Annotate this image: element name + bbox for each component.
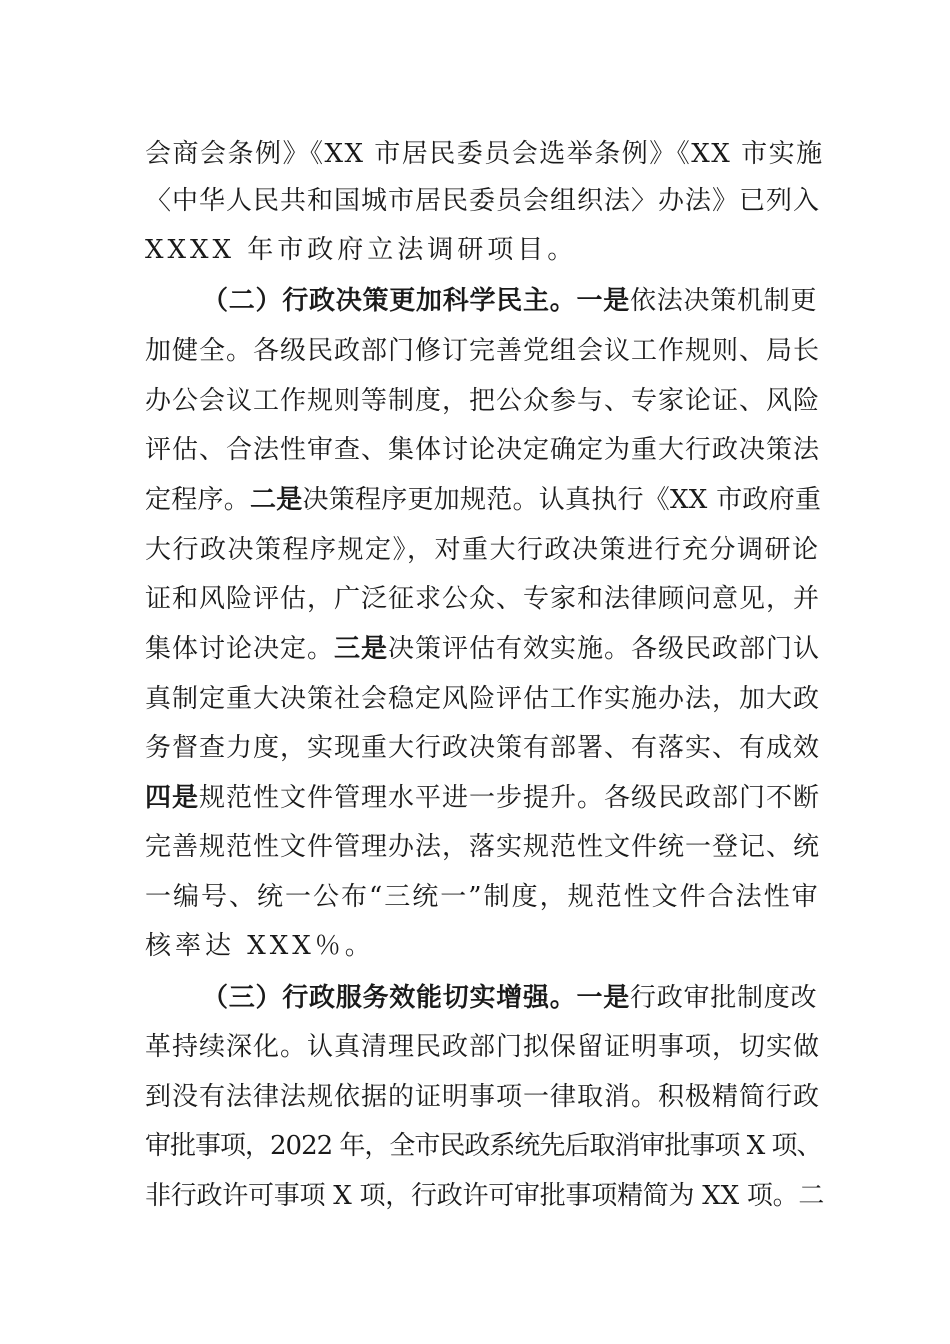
text-run: 审批事项，2022 年，全市民政系统先后取消审批事项 X 项、	[145, 1131, 822, 1161]
text-run: 决策评估有效实施。各级民政部门认	[388, 634, 821, 664]
section-heading: （三）行政服务效能切实增强。	[202, 983, 577, 1013]
text-run: 革持续深化。认真清理民政部门拟保留证明事项，切实做	[145, 1032, 821, 1062]
text-run: 会商会条例》《XX 市居民委员会选举条例》《XX 市实施	[145, 139, 824, 169]
text-line	[145, 181, 825, 221]
text-line	[145, 230, 825, 270]
text-run: 非行政许可事项 X 项，行政许可审批事项精简为 XX 项。二	[145, 1181, 825, 1211]
text-line	[145, 827, 825, 867]
section-heading-line	[202, 281, 822, 321]
item-marker: 一是	[576, 983, 631, 1013]
text-line	[145, 1077, 825, 1117]
text-line	[145, 430, 825, 470]
text-line	[145, 530, 825, 570]
text-run: 到没有法律法规依据的证明事项一律取消。积极精简行政	[145, 1082, 821, 1112]
text-run: 真制定重大决策社会稳定风险评估工作实施办法，加大政	[145, 684, 821, 714]
text-run: 定程序。	[145, 485, 251, 515]
section-heading: （二）行政决策更加科学民主。	[202, 286, 577, 316]
text-run: 完善规范性文件管理办法，落实规范性文件统一登记、统	[145, 832, 821, 862]
text-line	[145, 1176, 825, 1216]
text-run: 行政审批制度改	[630, 983, 818, 1013]
text-run: 一编号、统一公布“三统一”制度，规范性文件合法性审	[145, 882, 820, 912]
text-line	[145, 778, 825, 818]
text-line	[145, 1126, 825, 1166]
text-run: 决策程序更加规范。认真执行《XX 市政府重	[302, 485, 822, 515]
item-marker: 二是	[250, 485, 303, 515]
text-line	[145, 728, 825, 768]
text-line	[145, 579, 825, 619]
text-run: 集体讨论决定。	[145, 634, 335, 664]
text-run: XXXX 年市政府立法调研项目。	[145, 235, 578, 265]
item-marker: 四是	[145, 783, 200, 813]
text-run: 评估、合法性审查、集体讨论决定确定为重大行政决策法	[145, 435, 821, 465]
text-run: 办公会议工作规则等制度，把公众参与、专家论证、风险	[145, 386, 821, 416]
text-line	[145, 926, 825, 966]
text-line	[145, 1027, 825, 1067]
text-line	[145, 381, 825, 421]
text-run: 〈中华人民共和国城市居民委员会组织法〉办法》已列入	[145, 186, 821, 216]
section-heading-line	[202, 978, 822, 1018]
text-run: 证和风险评估，广泛征求公众、专家和法律顾问意见，并	[145, 584, 821, 614]
text-line	[145, 480, 825, 520]
text-run: 加健全。各级民政部门修订完善党组会议工作规则、局长	[145, 336, 821, 366]
text-run: 规范性文件管理水平进一步提升。各级民政部门不断	[199, 783, 821, 813]
text-line	[145, 331, 825, 371]
text-run: 依法决策机制更	[630, 286, 818, 316]
item-marker: 一是	[576, 286, 631, 316]
text-line	[145, 629, 825, 669]
text-line	[145, 679, 825, 719]
text-line	[145, 877, 825, 917]
text-line	[145, 134, 825, 174]
text-run: 核率达 XXX％。	[145, 931, 375, 961]
text-run: 大行政决策程序规定》，对重大行政决策进行充分调研论	[145, 535, 820, 565]
item-marker: 三是	[334, 634, 389, 664]
text-run: 务督查力度，实现重大行政决策有部署、有落实、有成效	[145, 733, 821, 763]
